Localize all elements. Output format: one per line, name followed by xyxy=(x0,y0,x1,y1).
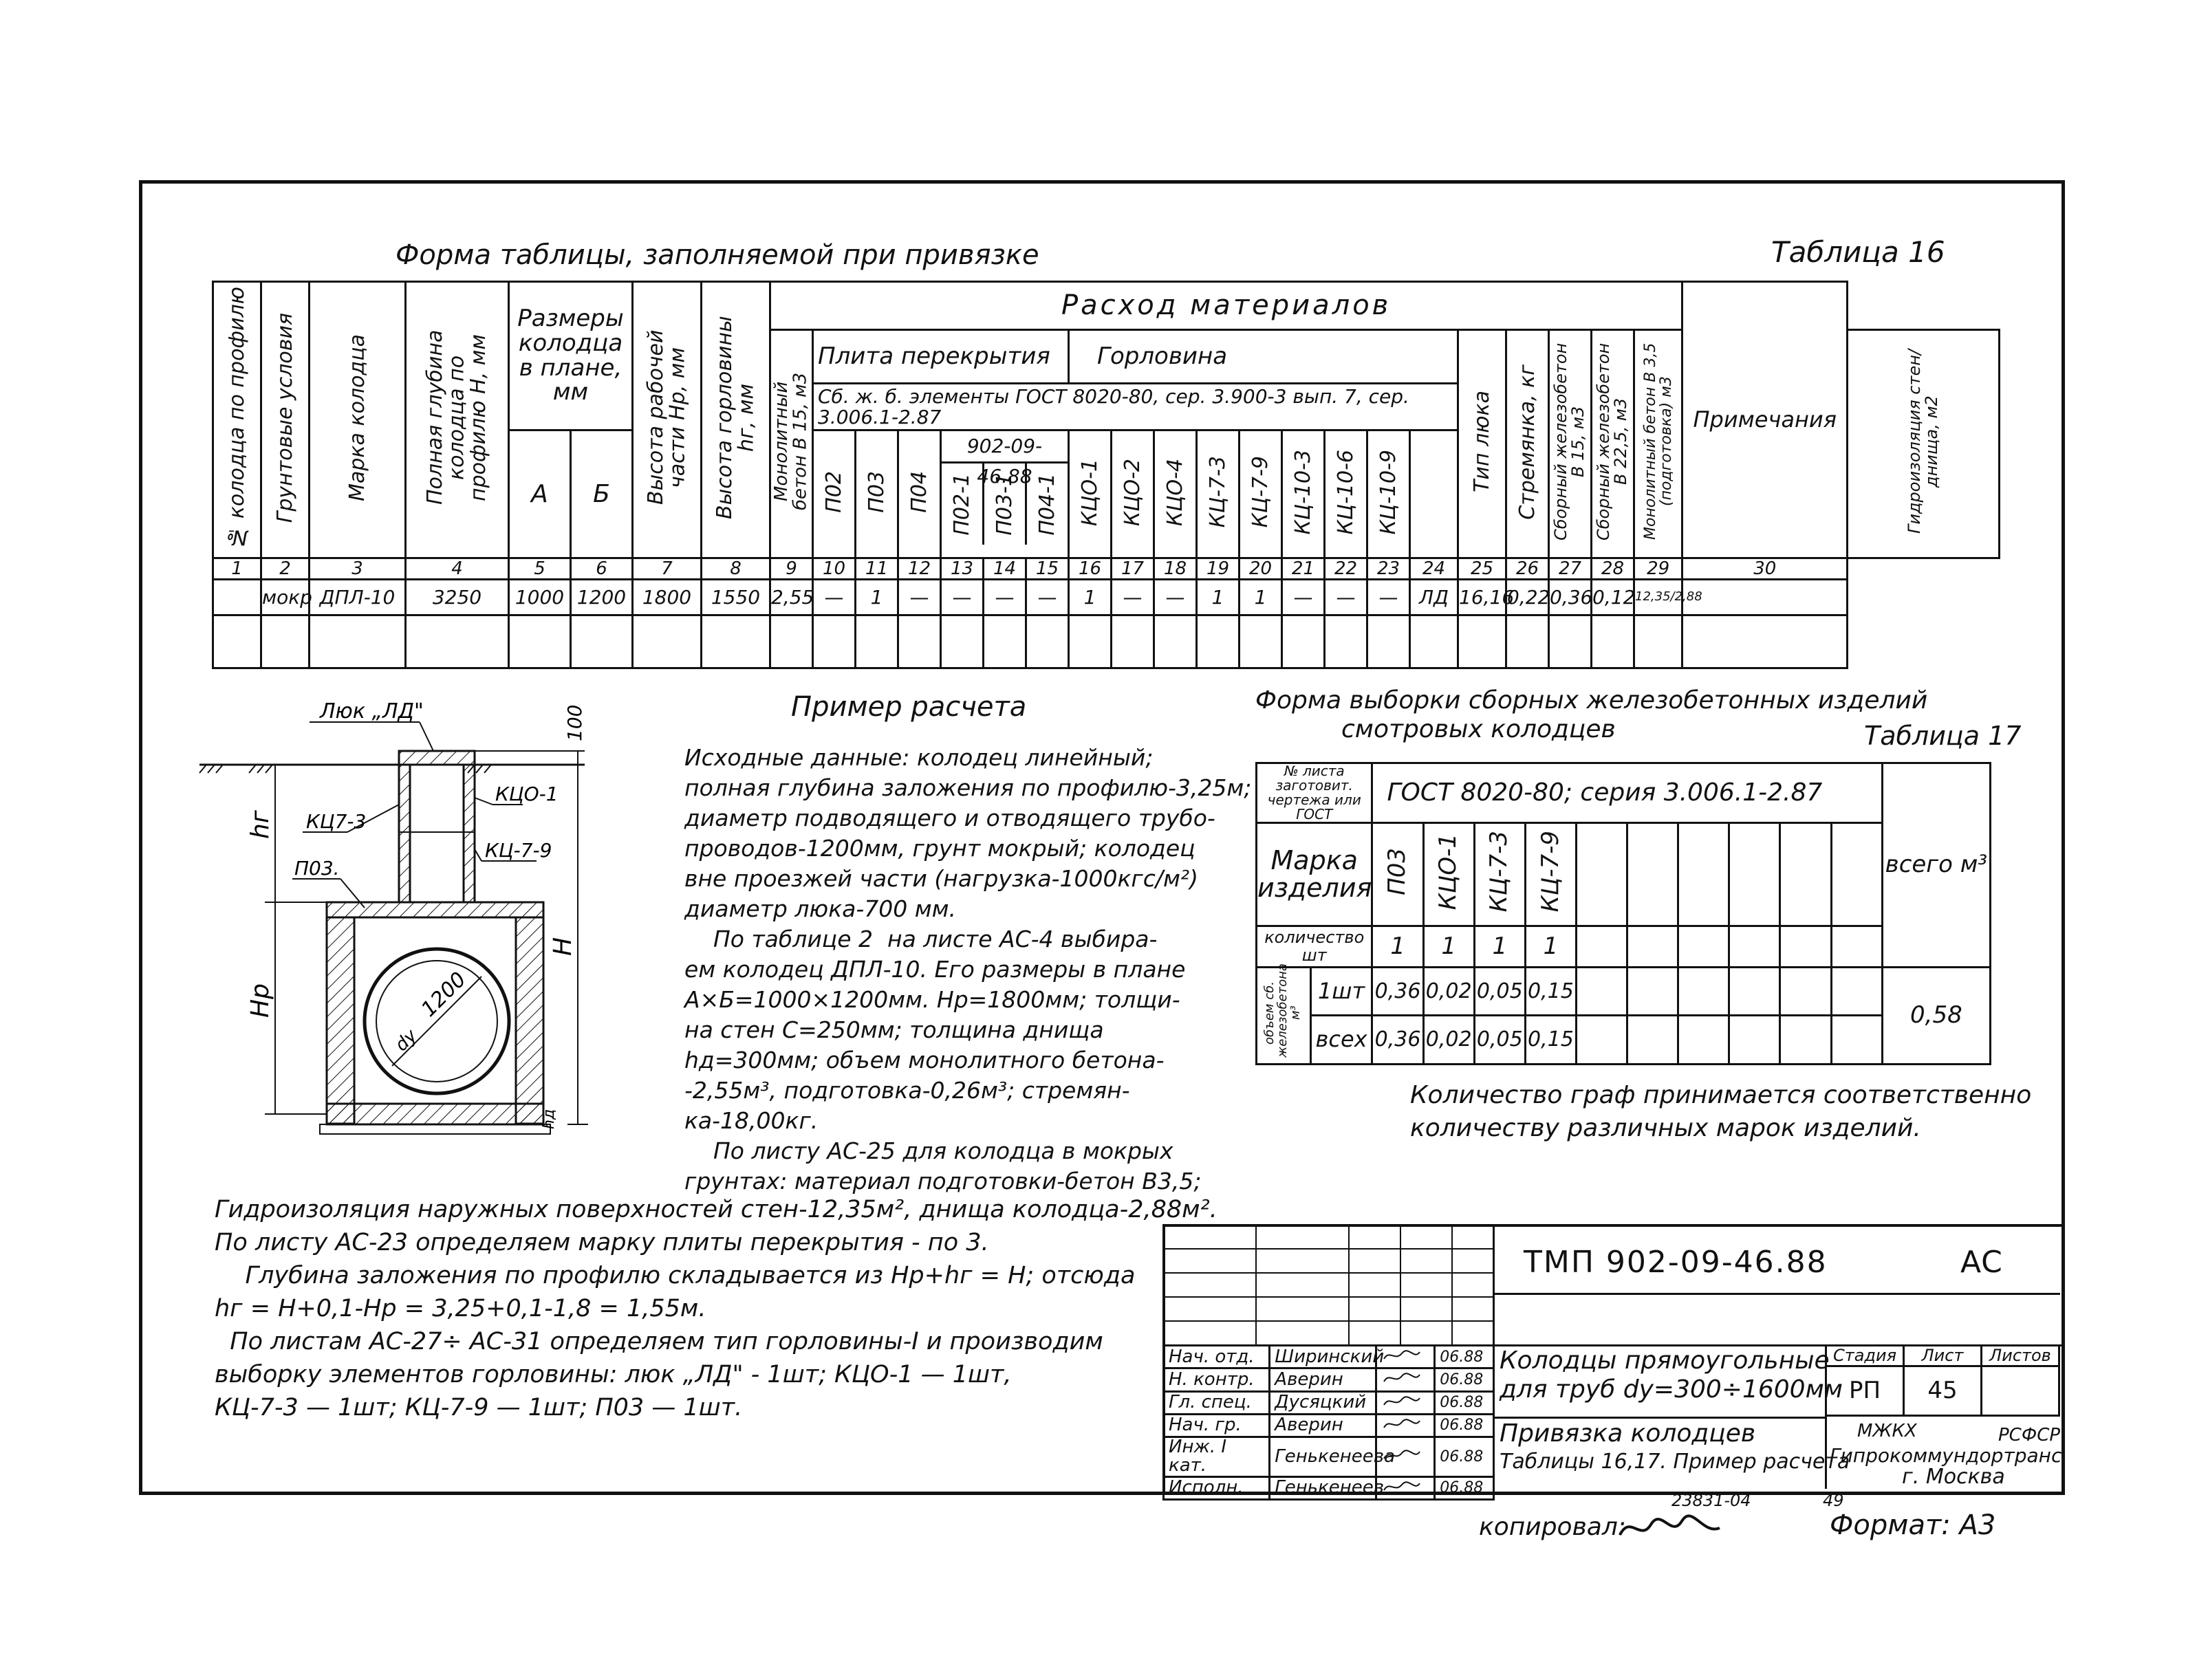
t17-per-unit-label: 1шт xyxy=(1310,968,1372,1016)
label-H: Н xyxy=(549,937,577,956)
stamp-name: Дусяцкий xyxy=(1270,1391,1376,1414)
th-c20: КЦ-7-9 xyxy=(1248,456,1273,528)
table16-cell: — xyxy=(941,580,984,615)
table16-cell: 1000 xyxy=(509,580,571,615)
stamp-date: 06.88 xyxy=(1435,1346,1494,1368)
well-section-drawing xyxy=(193,701,592,1148)
table16-data-row xyxy=(213,580,2000,615)
stamp-stage-h: Стадия xyxy=(1826,1346,1904,1366)
col-number: 20 xyxy=(1240,558,1282,580)
stamp-role: Нач. гр. xyxy=(1164,1414,1270,1437)
t17-qty-2: 1 xyxy=(1474,926,1525,968)
t17-all-label: всех xyxy=(1310,1016,1372,1064)
col-number: 22 xyxy=(1325,558,1367,580)
stamp-name: Аверин xyxy=(1270,1414,1376,1437)
t17-note-line1: Количество граф принимается соответственно xyxy=(1410,1081,2032,1109)
col-number: 21 xyxy=(1282,558,1325,580)
label-d1200: 1200 xyxy=(416,967,471,1022)
label-poz: П03. xyxy=(294,857,340,880)
col-number: 6 xyxy=(571,558,633,580)
table16-cell: 1 xyxy=(856,580,898,615)
example-line: полная глубина заложения по профилю-3,25м; xyxy=(684,774,1252,801)
th-c16: КЦО-1 xyxy=(1077,458,1102,526)
example-bottom-line: По листам АС-27÷ АС-31 определяем тип горловины-I и производим xyxy=(215,1328,1103,1355)
th-c22: КЦ-10-6 xyxy=(1333,449,1358,535)
t17-per-unit-2: 0,05 xyxy=(1474,968,1525,1016)
stamp-signature xyxy=(1376,1414,1435,1437)
stamp-title2: для труб dу=300÷1600мм xyxy=(1500,1375,1843,1404)
col-number: 11 xyxy=(856,558,898,580)
example-line: ка-18,00кг. xyxy=(684,1107,819,1134)
col-number: 25 xyxy=(1458,558,1506,580)
table16-cell: 1550 xyxy=(702,580,770,615)
table16-cell: — xyxy=(813,580,856,615)
table16-cell: — xyxy=(1112,580,1154,615)
t17-total-label: всего м³ xyxy=(1882,763,1990,968)
table16-cell: 1200 xyxy=(571,580,633,615)
t17-all-3: 0,15 xyxy=(1525,1016,1576,1064)
col-number: 18 xyxy=(1154,558,1197,580)
stamp-copied: копировал: xyxy=(1479,1513,1626,1541)
table17 xyxy=(1255,762,1991,1065)
table16-cell: мокр xyxy=(261,580,310,615)
table16-cell: 16,16 xyxy=(1458,580,1506,615)
example-line: грунтах: материал подготовки-бетон В3,5; xyxy=(684,1168,1202,1194)
t17-gost: ГОСТ 8020-80; серия 3.006.1-2.87 xyxy=(1372,763,1882,823)
table16-cell: ДПЛ-10 xyxy=(310,580,406,615)
stamp-date: 06.88 xyxy=(1435,1368,1494,1391)
col-number: 16 xyxy=(1069,558,1112,580)
label-kco1: КЦО-1 xyxy=(495,783,559,805)
example-bottom-line: Гидроизоляция наружных поверхностей стен-12,35м², днища колодца-2,88м². xyxy=(215,1196,1218,1223)
example-bottom-line: выборку элементов горловины: люк „ЛД" - 1шт; КЦО-1 — 1шт, xyxy=(215,1361,1012,1388)
stamp-section: АС xyxy=(1960,1245,2002,1280)
t17-mark-1: КЦО-1 xyxy=(1434,833,1462,910)
col-number: 27 xyxy=(1549,558,1592,580)
table16-cell: 2,55 xyxy=(770,580,813,615)
col-number: 5 xyxy=(509,558,571,580)
stamp-role-row xyxy=(1164,1476,1494,1499)
th-neck: Горловина xyxy=(1069,329,1458,383)
th-c18: КЦО-4 xyxy=(1162,458,1187,526)
table16-cell: 1 xyxy=(1069,580,1112,615)
stamp-sheet-h: Лист xyxy=(1904,1346,1982,1366)
th-c4: Полная глубина колодца по профилю Н, мм xyxy=(423,330,491,505)
example-bottom-line: КЦ-7-3 — 1шт; КЦ-7-9 — 1шт; П03 — 1шт. xyxy=(215,1394,743,1421)
table16-cell: — xyxy=(1325,580,1367,615)
label-kc73: КЦ7-3 xyxy=(306,810,367,833)
copier-signature xyxy=(1616,1507,1727,1549)
stamp-title1: Колодцы прямоугольные xyxy=(1500,1346,1830,1375)
label-hatch: Люк „ЛД" xyxy=(320,701,424,723)
t17-mark-3: КЦ-7-9 xyxy=(1536,831,1564,913)
table16-cell: — xyxy=(984,580,1026,615)
stamp-date: 06.88 xyxy=(1435,1391,1494,1414)
signature-mark xyxy=(1381,1393,1422,1409)
t17-qty-0: 1 xyxy=(1372,926,1423,968)
th-c21: КЦ-10-3 xyxy=(1290,449,1315,535)
stamp-name: Аверин xyxy=(1270,1368,1376,1391)
example-title: Пример расчета xyxy=(791,691,1027,723)
signature-mark xyxy=(1381,1478,1422,1494)
th-c5: А xyxy=(509,430,571,558)
th-c28: Монолитный бетон В 3,5 (подготовка) м3 xyxy=(1641,343,1675,541)
th-c25: Стремянка, кг xyxy=(1515,364,1539,520)
th-c26: Сборный железобетон В 15, м3 xyxy=(1551,342,1588,541)
stamp-role-row xyxy=(1164,1437,1494,1477)
th-c56: Размеры колодца в плане, мм xyxy=(509,282,633,430)
col-number: 19 xyxy=(1197,558,1240,580)
table16-number-row xyxy=(213,558,2000,580)
t17-per-unit-1: 0,02 xyxy=(1423,968,1474,1016)
table17-label: Таблица 17 xyxy=(1864,721,2022,751)
stamp-stage: РП xyxy=(1826,1366,1904,1416)
th-c1: № колодца по профилю xyxy=(224,286,249,549)
stamp-roles xyxy=(1162,1344,1495,1501)
table16-cell: — xyxy=(1282,580,1325,615)
col-number: 12 xyxy=(898,558,941,580)
example-bottom-line: Глубина заложения по профилю складывается из Нр+hг = Н; отсюда xyxy=(215,1262,1136,1289)
table16-cell: 1800 xyxy=(633,580,702,615)
col-number: 24 xyxy=(1410,558,1458,580)
signature-mark xyxy=(1381,1346,1422,1363)
stamp-role-row xyxy=(1164,1346,1494,1368)
stamp-inv-number: 23831-04 xyxy=(1671,1491,1751,1510)
th-c17: КЦО-2 xyxy=(1120,458,1145,526)
stamp-signature xyxy=(1376,1368,1435,1391)
table16-cell: 0,36 xyxy=(1549,580,1592,615)
example-line: диаметр подводящего и отводящего трубо- xyxy=(684,805,1215,831)
th-c10: П02 xyxy=(821,471,846,513)
t17-all-1: 0,02 xyxy=(1423,1016,1474,1064)
label-hd: hд xyxy=(541,1109,558,1129)
example-line: на стен С=250мм; толщина днища xyxy=(684,1016,1104,1043)
col-number: 14 xyxy=(984,558,1026,580)
label-dy: dу xyxy=(391,1025,422,1056)
t17-qty-3: 1 xyxy=(1525,926,1576,968)
col-number: 9 xyxy=(770,558,813,580)
stamp-role-row xyxy=(1164,1414,1494,1437)
example-text xyxy=(684,743,1252,1197)
table16-cell: — xyxy=(1154,580,1197,615)
th-c6: Б xyxy=(571,430,633,558)
th-c24: Тип люка xyxy=(1469,391,1494,493)
signature-mark xyxy=(1381,1446,1422,1463)
th-c3: Марка колодца xyxy=(345,334,369,501)
t17-sheet-label: № листа заготовит. чертежа или ГОСТ xyxy=(1257,763,1372,823)
col-number: 1 xyxy=(213,558,261,580)
stamp-doc-code: ТМП 902-09-46.88 xyxy=(1524,1245,1828,1280)
table16-cell: — xyxy=(1026,580,1069,615)
col-number: 15 xyxy=(1026,558,1069,580)
th-series: 902-09-46.88 xyxy=(942,431,1068,463)
th-c2: Грунтовые условия xyxy=(272,312,297,523)
t17-total: 0,58 xyxy=(1882,968,1990,1065)
th-c8: Высота горловины hг, мм xyxy=(713,316,759,520)
th-c30: Примечания xyxy=(1682,282,1848,558)
col-number: 28 xyxy=(1592,558,1634,580)
example-line: А×Б=1000×1200мм. Нр=1800мм; толщи- xyxy=(684,986,1180,1013)
stamp-date: 06.88 xyxy=(1435,1414,1494,1437)
example-line: диаметр люка-700 мм. xyxy=(684,895,957,922)
table16-cell: — xyxy=(898,580,941,615)
stamp-role: Гл. спец. xyxy=(1164,1391,1270,1414)
table16-cell: 0,22 xyxy=(1506,580,1549,615)
example-line: ем колодец ДПЛ-10. Его размеры в плане xyxy=(684,956,1186,983)
table16-empty-row xyxy=(213,615,2000,668)
col-number: 13 xyxy=(941,558,984,580)
t17-mark-label: Марка изделия xyxy=(1257,823,1372,926)
t17-all-0: 0,36 xyxy=(1372,1016,1423,1064)
example-line: проводов-1200мм, грунт мокрый; колодец xyxy=(684,835,1195,862)
table16 xyxy=(212,281,2000,669)
label-hg: hг xyxy=(246,810,274,839)
th-c19: КЦ-7-3 xyxy=(1205,456,1230,528)
example-line: -2,55м³, подготовка-0,26м³; стремян- xyxy=(684,1077,1130,1104)
example-line: вне проезжей части (нагрузка-1000кгс/м²) xyxy=(684,865,1198,892)
col-number: 29 xyxy=(1634,558,1682,580)
t17-note-line2: количеству различных марок изделий. xyxy=(1410,1114,1921,1142)
stamp-inv-page: 49 xyxy=(1823,1491,1844,1510)
th-series-group xyxy=(941,430,1069,558)
example-line: Исходные данные: колодец линейный; xyxy=(684,744,1154,771)
stamp-org2: РСФСР xyxy=(1998,1425,2061,1446)
example-line: По листу АС-25 для колодца в мокрых xyxy=(684,1137,1173,1164)
t17-volume-label: объем сб. железобетона м³ xyxy=(1262,963,1303,1058)
stamp-role: Инж. I кат. xyxy=(1164,1437,1270,1477)
table16-cell: ЛД xyxy=(1410,580,1458,615)
stamp-title4: Таблицы 16,17. Пример расчета xyxy=(1500,1450,1850,1474)
label-dim100: 100 xyxy=(563,704,586,741)
th-group-materials: Расход материалов xyxy=(770,282,1682,330)
col-number: 23 xyxy=(1367,558,1410,580)
table16-label: Таблица 16 xyxy=(1771,235,1945,269)
stamp-signature xyxy=(1376,1391,1435,1414)
stamp-role: Н. контр. xyxy=(1164,1368,1270,1391)
table17-title-line1: Форма выборки сборных железобетонных изделий xyxy=(1255,686,1928,714)
stamp-name: Ширинский xyxy=(1270,1346,1376,1368)
stamp-stage-table xyxy=(1825,1344,2060,1417)
stamp-name: Генькенеев xyxy=(1270,1476,1376,1499)
signature-mark xyxy=(1381,1415,1422,1432)
table16-cell: 1 xyxy=(1240,580,1282,615)
table16-cell xyxy=(1682,580,1848,615)
label-hp: Нр xyxy=(246,983,274,1018)
th-elements-note: Сб. ж. б. элементы ГОСТ 8020-80, сер. 3.900-3 вып. 7, сер. 3.006.1-2.87 xyxy=(813,384,1458,430)
th-c7: Высота рабочей части Нр, мм xyxy=(644,330,690,505)
stamp-name: Генькенеева xyxy=(1270,1437,1376,1477)
table16-cell: — xyxy=(1367,580,1410,615)
stamp-role: Исполн. xyxy=(1164,1476,1270,1499)
col-number: 4 xyxy=(406,558,509,580)
t17-qty-label: количество шт xyxy=(1257,926,1372,968)
table16-cell: 0,12 xyxy=(1592,580,1634,615)
table16-cell xyxy=(213,580,261,615)
signature-mark xyxy=(1381,1369,1422,1386)
stamp-date: 06.88 xyxy=(1435,1437,1494,1477)
t17-per-unit-3: 0,15 xyxy=(1525,968,1576,1016)
stamp-title3: Привязка колодцев xyxy=(1500,1419,1756,1448)
col-number: 3 xyxy=(310,558,406,580)
th-c15: П04-1 xyxy=(1035,473,1059,536)
t17-per-unit-0: 0,36 xyxy=(1372,968,1423,1016)
example-bottom-line: hг = Н+0,1-Нр = 3,25+0,1-1,8 = 1,55м. xyxy=(215,1295,706,1322)
stamp-role-row xyxy=(1164,1368,1494,1391)
t17-qty-1: 1 xyxy=(1423,926,1474,968)
table16-form-title: Форма таблицы, заполняемой при привязке xyxy=(396,239,1039,271)
t17-mark-0: П03 xyxy=(1383,848,1411,896)
stamp-role: Нач. отд. xyxy=(1164,1346,1270,1368)
revision-grid xyxy=(1162,1224,1493,1344)
stamp-sheets-h: Листов xyxy=(1982,1346,2059,1366)
t17-mark-2: КЦ-7-3 xyxy=(1485,831,1513,913)
stamp-signature xyxy=(1376,1476,1435,1499)
col-number: 7 xyxy=(633,558,702,580)
label-kc79: КЦ-7-9 xyxy=(485,839,552,862)
th-plate: Плита перекрытия xyxy=(813,329,1069,383)
example-line: hд=300мм; объем монолитного бетона- xyxy=(684,1047,1165,1073)
th-c23: КЦ-10-9 xyxy=(1376,449,1400,535)
example-bottom-line: По листу АС-23 определяем марку плиты перекрытия - по 3. xyxy=(215,1229,989,1256)
stamp-org4: г. Москва xyxy=(1902,1465,2005,1489)
stamp-role-row xyxy=(1164,1391,1494,1414)
col-number: 26 xyxy=(1506,558,1549,580)
example-line: По таблице 2 на листе АС-4 выбира- xyxy=(684,926,1158,952)
th-c9: Монолитный бетон В 15, м3 xyxy=(771,373,811,511)
table17-title-line2: смотровых колодцев xyxy=(1341,715,1616,743)
col-number: 30 xyxy=(1682,558,1848,580)
col-number: 2 xyxy=(261,558,310,580)
stamp-sheet: 45 xyxy=(1904,1366,1982,1416)
stamp-org3: Гипрокоммундортранс xyxy=(1830,1444,2062,1467)
th-c11: П03 xyxy=(864,471,889,513)
th-c14: П03-1 xyxy=(992,473,1017,536)
col-number: 8 xyxy=(702,558,770,580)
stamp-org1: МЖКХ xyxy=(1857,1421,1917,1441)
col-number: 17 xyxy=(1112,558,1154,580)
table16-cell: 12,35/2,88 xyxy=(1634,580,1682,615)
stamp-date: 06.88 xyxy=(1435,1476,1494,1499)
stamp-signature xyxy=(1376,1346,1435,1368)
stamp-format: Формат: А3 xyxy=(1830,1509,1996,1541)
stamp-signature xyxy=(1376,1437,1435,1477)
col-number: 10 xyxy=(813,558,856,580)
table16-cell: 3250 xyxy=(406,580,509,615)
th-c29: Гидроизоляция стен/днища, м2 xyxy=(1904,349,1942,534)
th-c27: Сборный железобетон В 22,5, м3 xyxy=(1594,342,1631,541)
t17-all-2: 0,05 xyxy=(1474,1016,1525,1064)
th-c13: П02-1 xyxy=(949,473,974,536)
th-c12: П04 xyxy=(907,471,931,513)
table16-cell: 1 xyxy=(1197,580,1240,615)
